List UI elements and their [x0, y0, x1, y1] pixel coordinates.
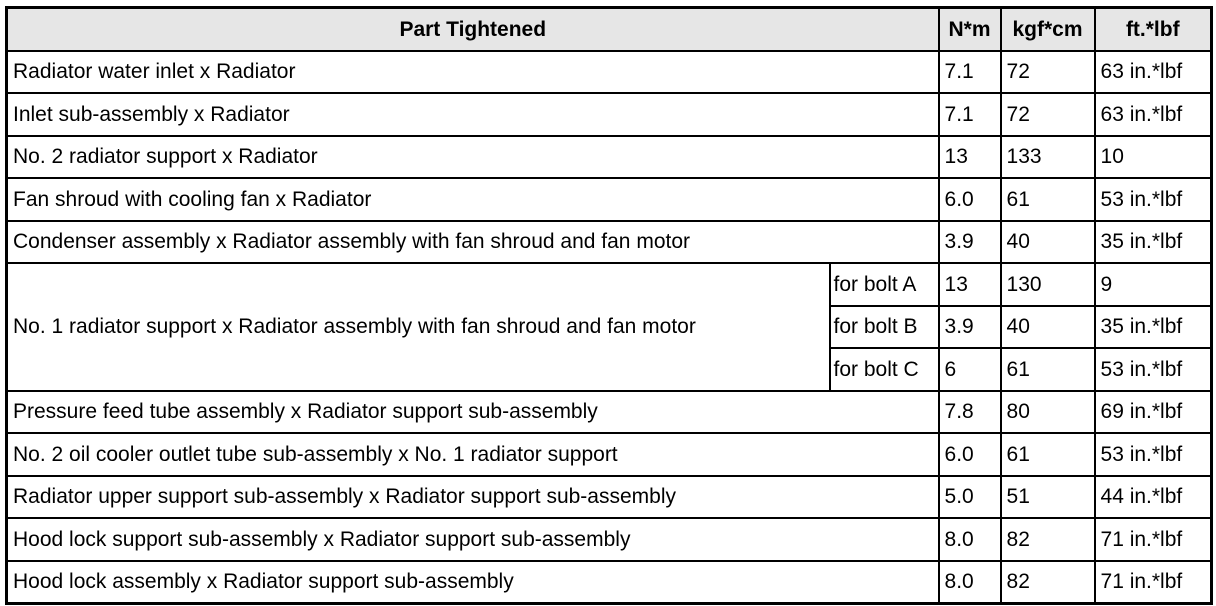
- table-row: [7, 178, 1212, 221]
- nm-cell: 13: [939, 136, 1001, 179]
- ftlbf-cell: 10: [1095, 136, 1212, 179]
- part-cell: Inlet sub-assembly x Radiator: [7, 93, 939, 136]
- table-row: [7, 476, 1212, 519]
- table-row: [7, 93, 1212, 136]
- kgfcm-cell: 61: [1001, 433, 1095, 476]
- nm-cell: 3.9: [939, 306, 1001, 349]
- nm-cell: 8.0: [939, 561, 1001, 604]
- part-cell: Radiator water inlet x Radiator: [7, 51, 939, 94]
- nm-cell: 7.1: [939, 93, 1001, 136]
- nm-cell: 8.0: [939, 518, 1001, 561]
- kgfcm-cell: 61: [1001, 178, 1095, 221]
- ftlbf-cell: 53 in.*lbf: [1095, 348, 1212, 391]
- ftlbf-cell: 71 in.*lbf: [1095, 561, 1212, 604]
- kgfcm-cell: 82: [1001, 518, 1095, 561]
- table-row: [7, 561, 1212, 604]
- kgfcm-cell: 40: [1001, 221, 1095, 264]
- ftlbf-cell: 35 in.*lbf: [1095, 221, 1212, 264]
- kgfcm-cell: 72: [1001, 51, 1095, 94]
- torque-spec-table: [5, 6, 1213, 605]
- table-row: [7, 391, 1212, 434]
- nm-cell: 7.1: [939, 51, 1001, 94]
- ftlbf-cell: 35 in.*lbf: [1095, 306, 1212, 349]
- part-cell: Hood lock assembly x Radiator support sub-assembly: [7, 561, 939, 604]
- part-cell: Condenser assembly x Radiator assembly with fan shroud and fan motor: [7, 221, 939, 264]
- kgfcm-cell: 61: [1001, 348, 1095, 391]
- table-row: [7, 136, 1212, 179]
- ftlbf-cell: 71 in.*lbf: [1095, 518, 1212, 561]
- kgfcm-cell: 80: [1001, 391, 1095, 434]
- header-nm: N*m: [939, 8, 1001, 51]
- header-kgfcm: kgf*cm: [1001, 8, 1095, 51]
- table-row: [7, 221, 1212, 264]
- kgfcm-cell: 82: [1001, 561, 1095, 604]
- bolt-b-cell: for bolt B: [830, 306, 939, 349]
- nm-cell: 5.0: [939, 476, 1001, 519]
- kgfcm-cell: 72: [1001, 93, 1095, 136]
- part-cell: Radiator upper support sub-assembly x Radiator support sub-assembly: [7, 476, 939, 519]
- nm-cell: 6: [939, 348, 1001, 391]
- kgfcm-cell: 130: [1001, 263, 1095, 306]
- ftlbf-cell: 63 in.*lbf: [1095, 93, 1212, 136]
- bolt-c-cell: for bolt C: [830, 348, 939, 391]
- part-cell: Pressure feed tube assembly x Radiator support sub-assembly: [7, 391, 939, 434]
- nm-cell: 3.9: [939, 221, 1001, 264]
- part-cell: Fan shroud with cooling fan x Radiator: [7, 178, 939, 221]
- table-row: [7, 433, 1212, 476]
- part-cell: No. 2 radiator support x Radiator: [7, 136, 939, 179]
- header-ftlbf: ft.*lbf: [1095, 8, 1212, 51]
- table-row-group: [7, 263, 1212, 306]
- ftlbf-cell: 53 in.*lbf: [1095, 178, 1212, 221]
- table-row: [7, 518, 1212, 561]
- kgfcm-cell: 40: [1001, 306, 1095, 349]
- ftlbf-cell: 63 in.*lbf: [1095, 51, 1212, 94]
- group-part-cell: No. 1 radiator support x Radiator assembly with fan shroud and fan motor: [7, 263, 830, 391]
- part-cell: No. 2 oil cooler outlet tube sub-assembly x No. 1 radiator support: [7, 433, 939, 476]
- nm-cell: 7.8: [939, 391, 1001, 434]
- nm-cell: 13: [939, 263, 1001, 306]
- nm-cell: 6.0: [939, 433, 1001, 476]
- header-part-tightened: Part Tightened: [7, 8, 939, 51]
- ftlbf-cell: 9: [1095, 263, 1212, 306]
- bolt-a-cell: for bolt A: [830, 263, 939, 306]
- ftlbf-cell: 69 in.*lbf: [1095, 391, 1212, 434]
- header-row: [7, 8, 1212, 51]
- kgfcm-cell: 133: [1001, 136, 1095, 179]
- ftlbf-cell: 44 in.*lbf: [1095, 476, 1212, 519]
- part-cell: Hood lock support sub-assembly x Radiator support sub-assembly: [7, 518, 939, 561]
- kgfcm-cell: 51: [1001, 476, 1095, 519]
- ftlbf-cell: 53 in.*lbf: [1095, 433, 1212, 476]
- nm-cell: 6.0: [939, 178, 1001, 221]
- table-row: [7, 51, 1212, 94]
